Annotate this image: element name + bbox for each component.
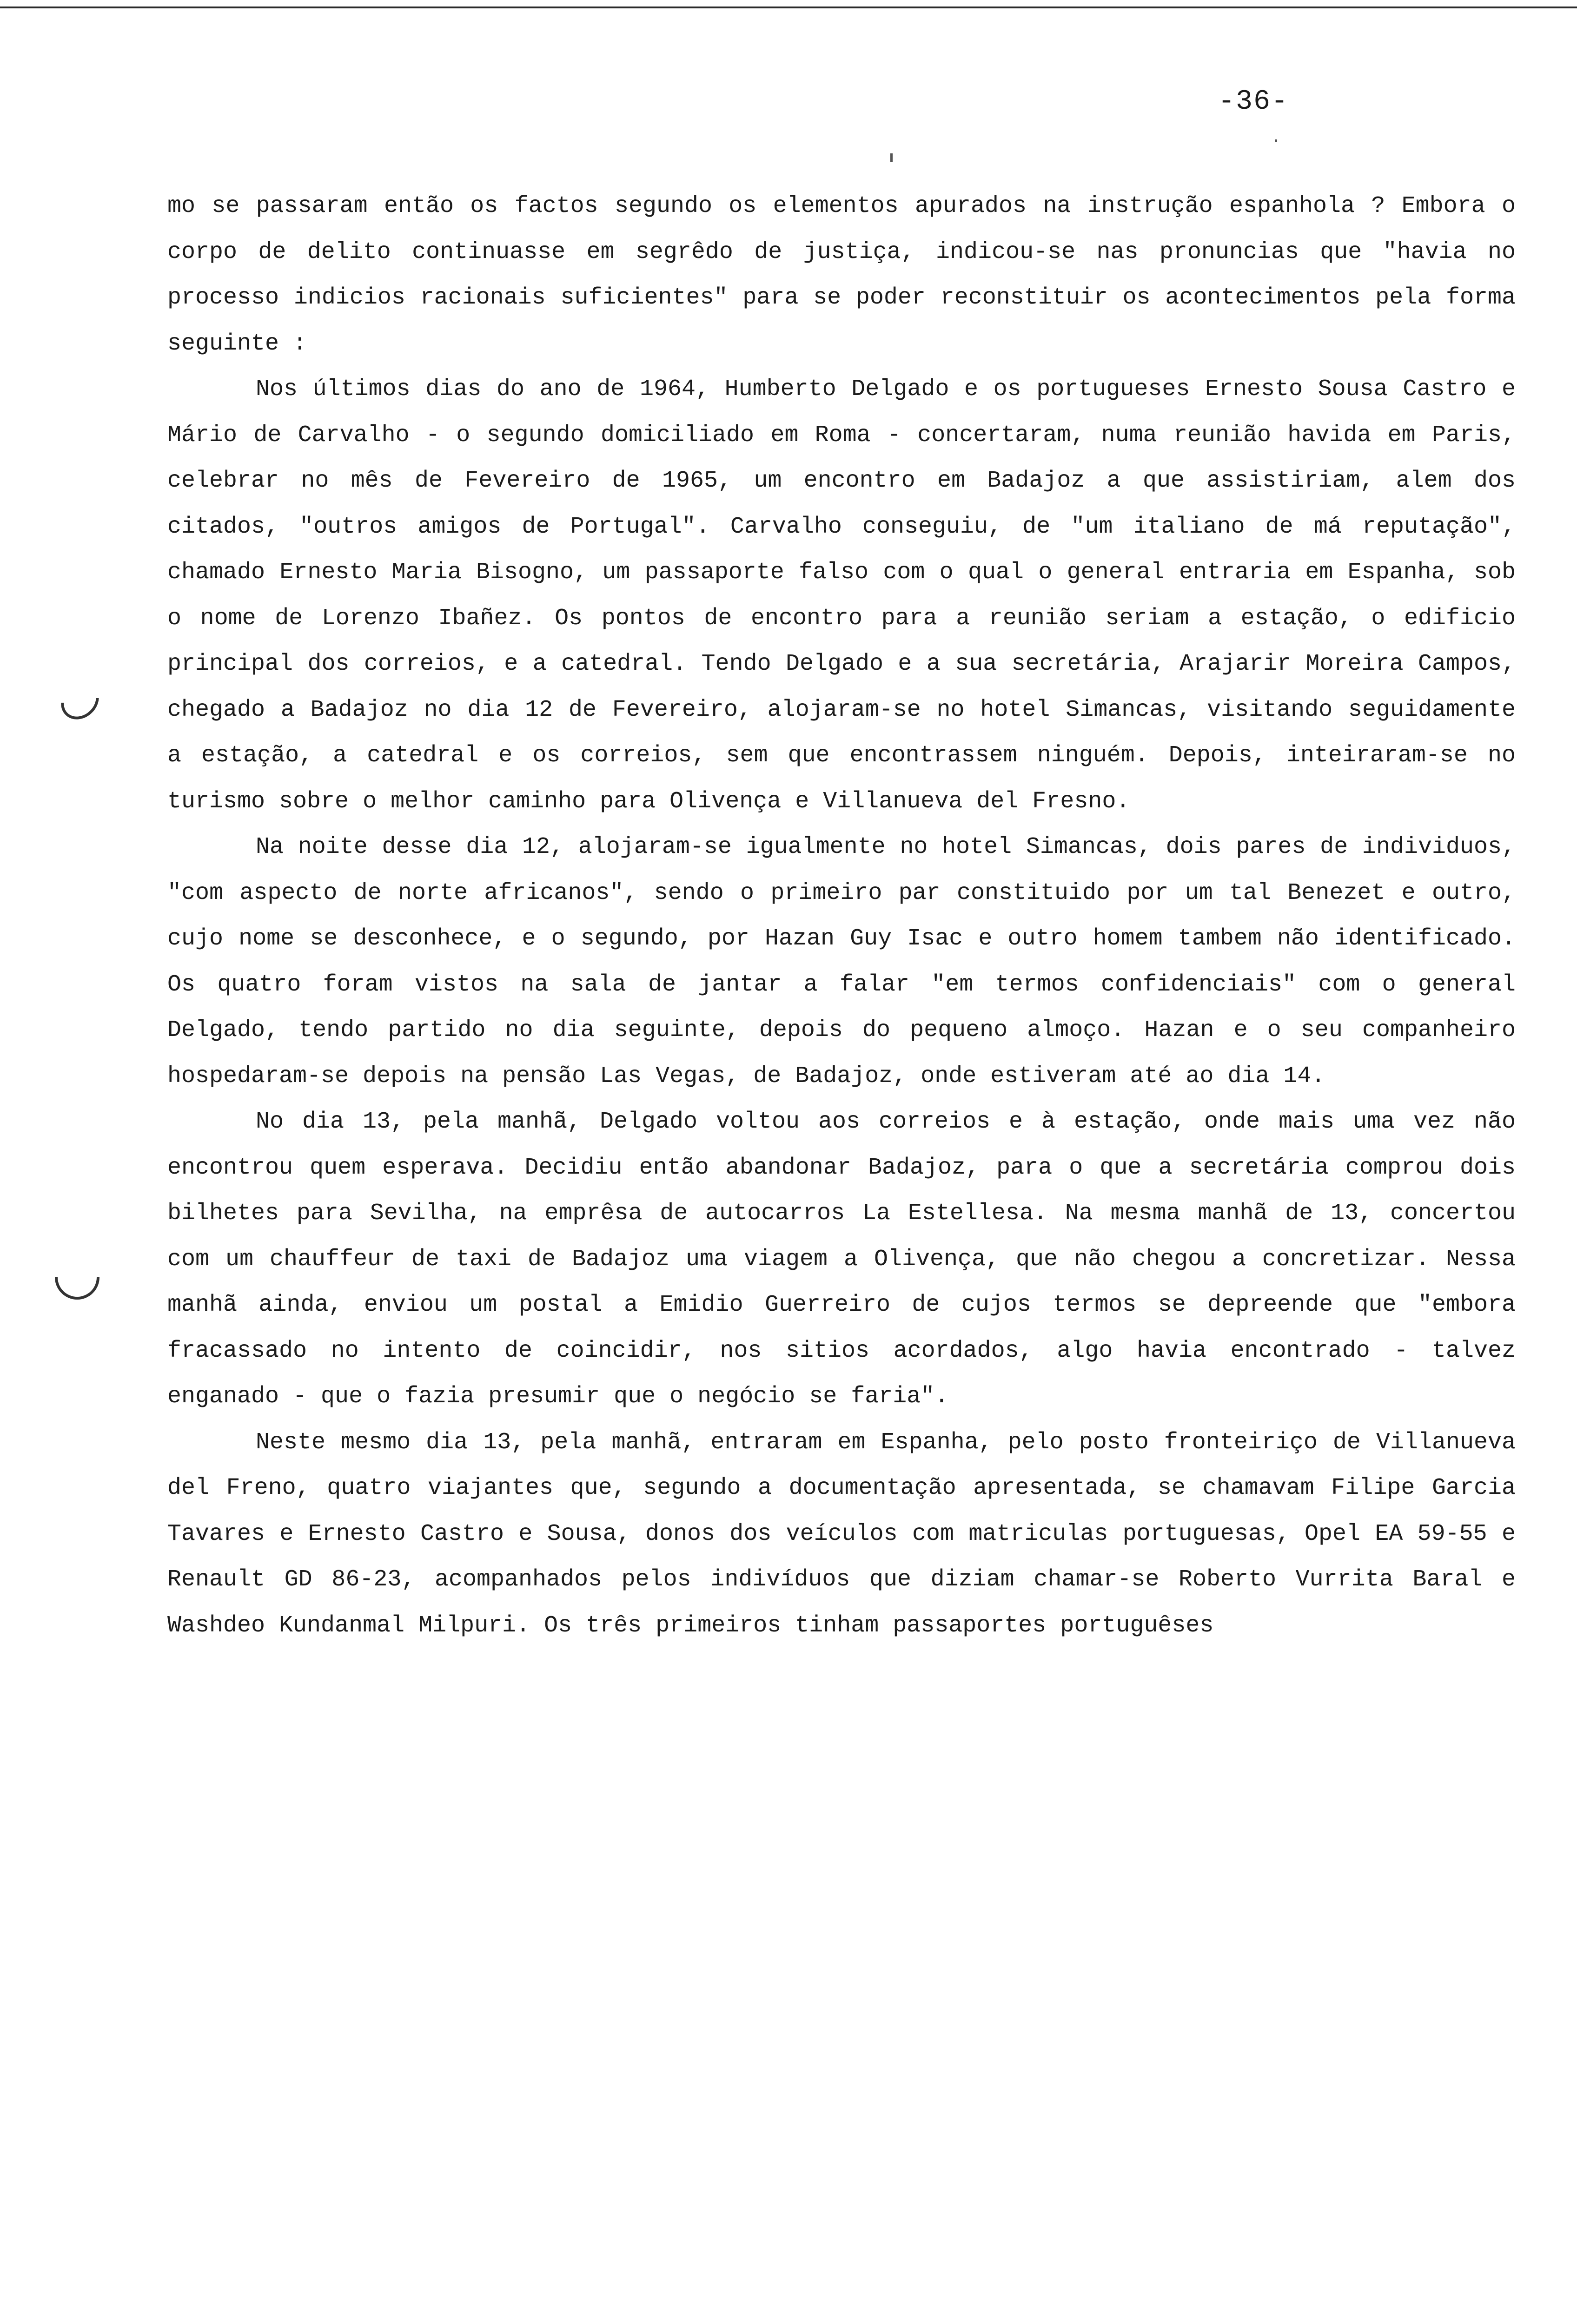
scan-speck [1275,139,1277,142]
document-body [167,184,1530,1649]
top-border-line [0,7,1577,8]
margin-pencil-mark [53,674,107,727]
paragraph: Na noite desse dia 12, alojaram-se igualmente no hotel Simancas, dois pares de individuos, "com aspecto de norte africanos", sendo o primeiro par constituido por um tal Benezet e outro, cujo nome se desconhece, e o segundo, por Hazan Guy Isac e outro homem tambem não identificado. Os quatro foram vistos na sala de jantar a falar "em termos confidenciais" com o general Delgado, tendo partido no dia seguinte, depois do pequeno almoço. Hazan e o seu companheiro hospedaram-se depois na pensão Las Vegas, de Badajoz, onde estiveram até ao dia 14. [167,834,1530,1089]
paragraph: Neste mesmo dia 13, pela manhã, entraram em Espanha, pelo posto fronteiriço de Villanueva del Freno, quatro viajantes que, segundo a documentação apresentada, se chamavam Filipe Garcia Tavares e Ernesto Castro e Sousa, donos dos veículos com matriculas portuguesas, Opel EA 59-55 e Renault GD 86-23, acompanhados pelos indivíduos que diziam chamar-se Roberto Vurrita Baral e Washdeo Kundanmal Milpuri. Os três primeiros tinham passaportes portuguêses [167,1429,1530,1639]
paragraph: No dia 13, pela manhã, Delgado voltou aos correios e à estação, onde mais uma vez não encontrou quem esperava. Decidiu então abandonar Badajoz, para o que a secretária comprou dois bilhetes para Sevilha, na emprêsa de autocarros La Estellesa. Na mesma manhã de 13, concertou com um chauffeur de taxi de Badajoz uma viagem a Olivença, que não chegou a concretizar. Nessa manhã ainda, enviou um postal a Emidio Guerreiro de cujos termos se depreende que "embora fracassado no intento de coincidir, nos sitios acordados, algo havia encontrado - talvez enganado - que o fazia presumir que o negócio se faria". [167,1109,1530,1410]
margin-pencil-mark [46,1246,109,1309]
page-number: -36- [1218,86,1289,118]
scan-speck [890,153,893,162]
paragraph: mo se passaram então os factos segundo os elementos apurados na instrução espanhola ? Embora o corpo de delito continuasse em segrêdo de justiça, indicou-se nas pronuncias que "havia no processo indicios racionais suficientes" para se poder reconstituir os acontecimentos pela forma seguinte : [167,193,1530,357]
paragraph: Nos últimos dias do ano de 1964, Humberto Delgado e os portugueses Ernesto Sousa Castro e Mário de Carvalho - o segundo domiciliado em Roma - concertaram, numa reunião havida em Paris, celebrar no mês de Fevereiro de 1965, um encontro em Badajoz a que assistiriam, alem dos citados, "outros amigos de Portugal". Carvalho conseguiu, de "um italiano de má reputação", chamado Ernesto Maria Bisogno, um passaporte falso com o qual o general entraria em Espanha, sob o nome de Lorenzo Ibañez. Os pontos de encontro para a reunião seriam a estação, o edificio principal dos correios, e a catedral. Tendo Delgado e a sua secretária, Arajarir Moreira Campos, chegado a Badajoz no dia 12 de Fevereiro, alojaram-se no hotel Simancas, visitando seguidamente a estação, a catedral e os correios, sem que encontrassem ninguém. Depois, inteiraram-se no turismo sobre o melhor caminho para Olivença e Villanueva del Fresno. [167,376,1530,815]
